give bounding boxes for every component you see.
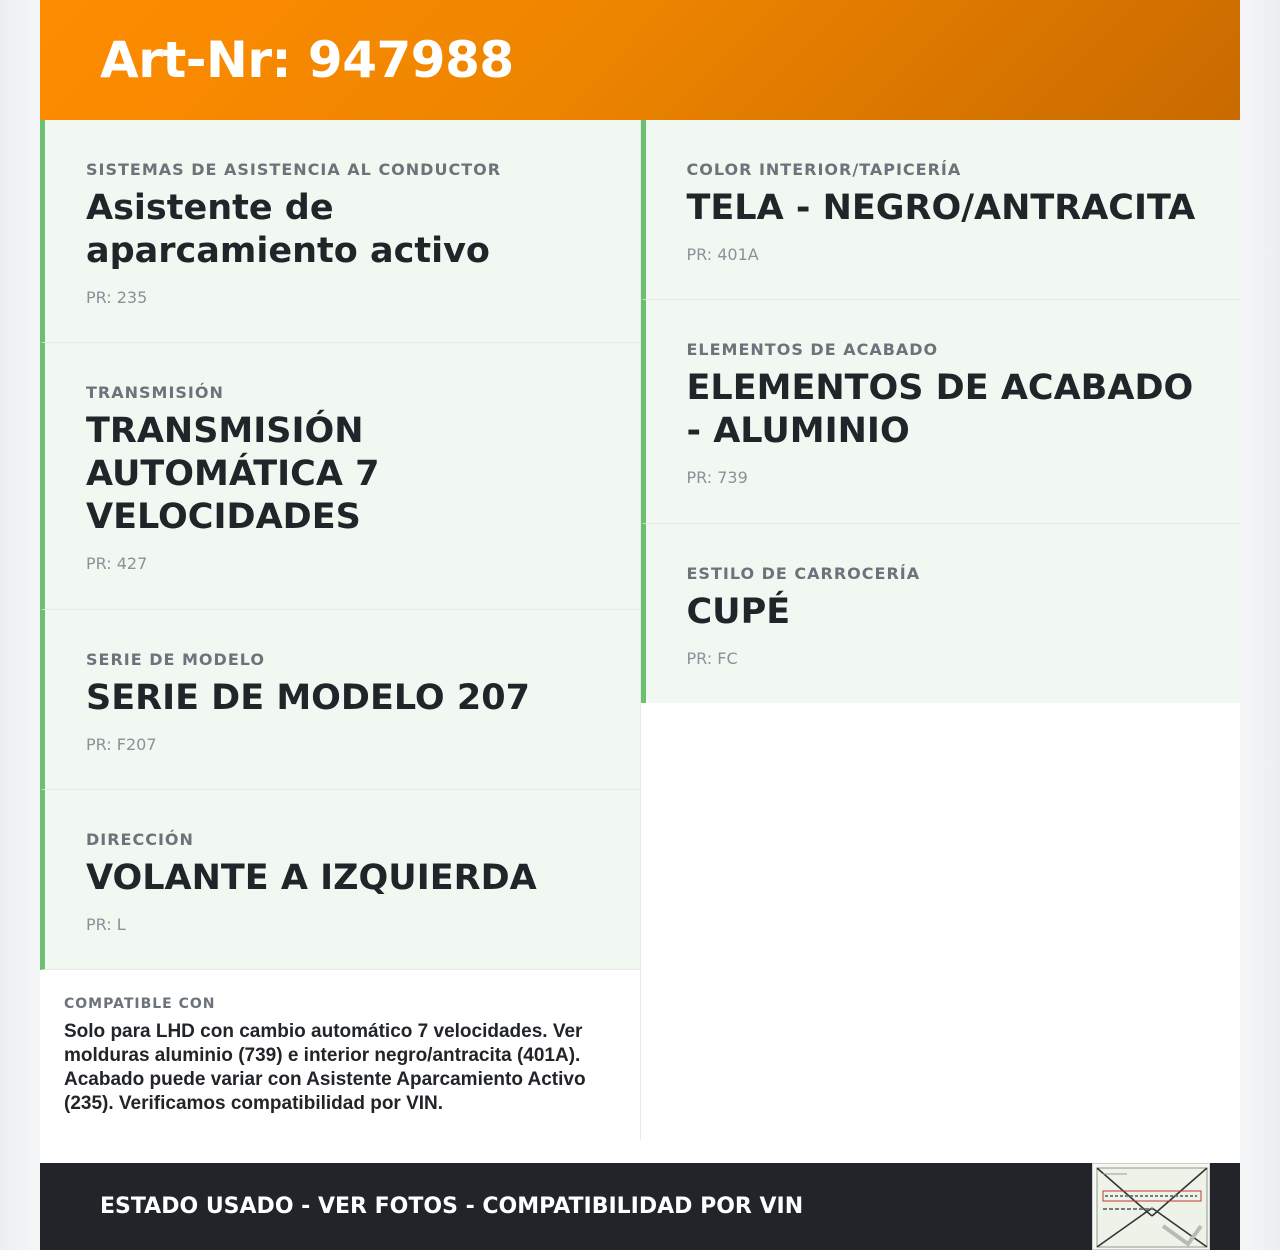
label-sticker-icon xyxy=(1093,1164,1210,1250)
compatibility-label: COMPATIBLE CON xyxy=(64,996,216,1012)
article-number-title: Art-Nr: 947988 xyxy=(100,31,514,89)
header-bar xyxy=(40,0,1240,120)
spec-category: DIRECCIÓN xyxy=(86,830,194,849)
spec-value: TELA - NEGRO/ANTRACITA xyxy=(686,188,1196,228)
spec-value: SERIE DE MODELO 207 xyxy=(86,678,530,718)
spec-pr-code: PR: FC xyxy=(686,649,738,668)
spec-pr-code: PR: L xyxy=(86,915,126,934)
spec-value: ELEMENTOS DE ACABADO - ALUMINIO xyxy=(686,368,1194,451)
spec-category: ELEMENTOS DE ACABADO xyxy=(686,340,939,359)
spec-pr-code: PR: 427 xyxy=(86,554,148,573)
footer-bar xyxy=(40,1163,1240,1250)
spec-value: Asistente de aparcamiento activo xyxy=(86,188,490,271)
spec-item-body-style xyxy=(641,524,1241,703)
compatibility-note xyxy=(40,970,640,1140)
product-card xyxy=(40,0,1240,1250)
spec-category: ESTILO DE CARROCERÍA xyxy=(686,564,921,583)
spec-columns xyxy=(40,120,1240,1140)
footer-text: ESTADO USADO - VER FOTOS - COMPATIBILIDAD POR VIN xyxy=(100,1194,804,1219)
right-column xyxy=(641,120,1241,703)
spec-item-steering xyxy=(40,790,640,970)
spec-item-interior-color xyxy=(641,120,1241,300)
spec-value: VOLANTE A IZQUIERDA xyxy=(86,858,537,898)
spec-pr-code: PR: 235 xyxy=(86,288,148,307)
spec-item-model-series xyxy=(40,610,640,790)
spec-value: TRANSMISIÓN AUTOMÁTICA 7 VELOCIDADES xyxy=(86,411,380,537)
spec-item-trim-elements xyxy=(641,300,1241,524)
spec-category: SISTEMAS DE ASISTENCIA AL CONDUCTOR xyxy=(86,160,502,179)
spec-category: SERIE DE MODELO xyxy=(86,650,265,669)
spec-pr-code: PR: F207 xyxy=(86,735,157,754)
spec-item-transmission xyxy=(40,343,640,610)
spec-pr-code: PR: 401A xyxy=(686,245,759,264)
spec-value: CUPÉ xyxy=(686,592,791,632)
spec-category: COLOR INTERIOR/TAPICERÍA xyxy=(686,160,962,179)
product-photo-thumbnail[interactable] xyxy=(1092,1163,1210,1250)
compatibility-text: Solo para LHD con cambio automático 7 velocidades. Ver molduras aluminio (739) e interior negro/antracita (401A). Acabado puede variar con Asistente Aparcamiento Activo (235). Verificamos compatibilidad por VIN. xyxy=(64,1021,586,1114)
spec-item-driver-assistance xyxy=(40,120,640,343)
spec-category: TRANSMISIÓN xyxy=(86,383,224,402)
spec-pr-code: PR: 739 xyxy=(686,468,748,487)
left-column xyxy=(40,120,641,1140)
